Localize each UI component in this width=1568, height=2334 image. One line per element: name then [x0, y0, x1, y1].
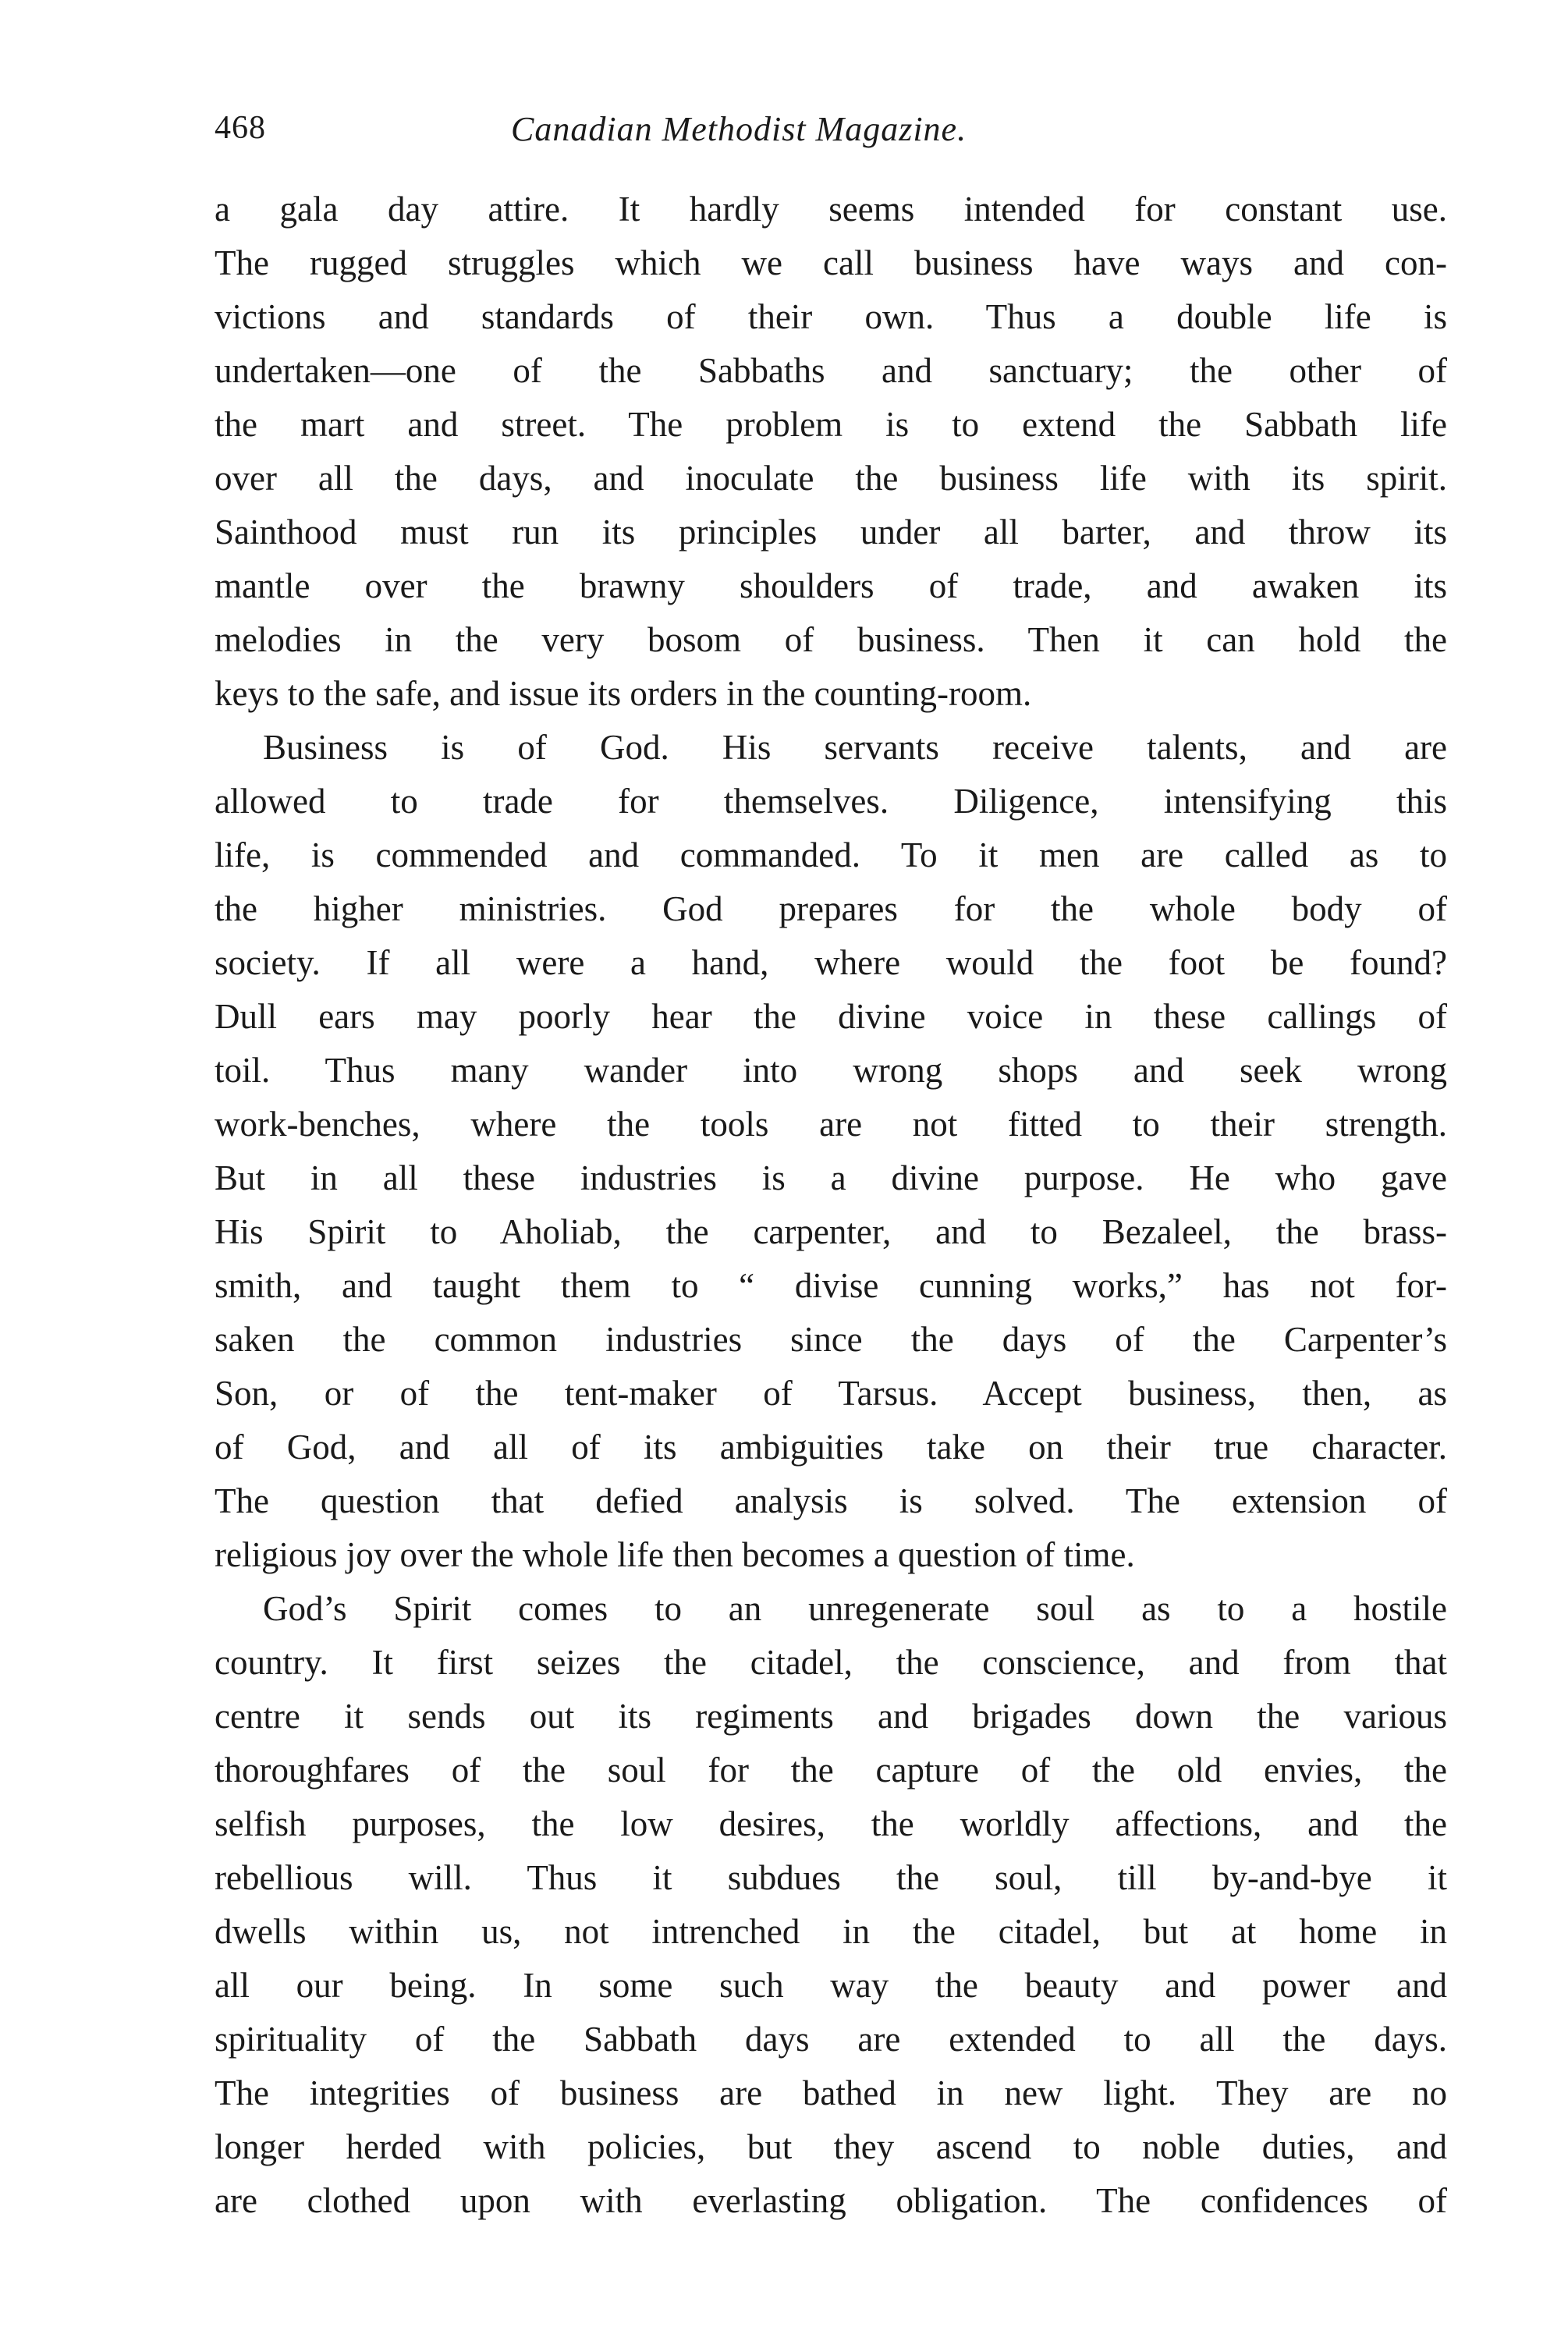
- text-line: the higher ministries. God prepares for the whole body of: [215, 889, 1447, 928]
- running-title: Canadian Methodist Magazine.: [511, 110, 967, 148]
- text-line: religious joy over the whole life then becomes a question of time.: [215, 1535, 1135, 1574]
- text-line: mantle over the brawny shoulders of trade, and awaken its: [215, 566, 1447, 605]
- text-line: Business is of God. His servants receive talents, and are: [263, 728, 1447, 767]
- text-line: Sainthood must run its principles under all barter, and throw its: [215, 513, 1447, 552]
- text-line: toil. Thus many wander into wrong shops and seek wrong: [215, 1051, 1447, 1090]
- text-line: selfish purposes, the low desires, the worldly affections, and the: [215, 1804, 1447, 1843]
- text-line: dwells within us, not intrenched in the citadel, but at home in: [215, 1912, 1447, 1951]
- text-line: victions and standards of their own. Thus a double life is: [215, 297, 1447, 336]
- text-line: are clothed upon with everlasting obligation. The confidences of: [215, 2181, 1447, 2220]
- text-line: of God, and all of its ambiguities take on their true character.: [215, 1428, 1447, 1467]
- paragraph: [215, 1582, 1447, 2228]
- text-line: keys to the safe, and issue its orders in the counting-room.: [215, 674, 1032, 713]
- text-line: The rugged struggles which we call business have ways and con-: [215, 243, 1447, 282]
- text-line: saken the common industries since the days of the Carpenter’s: [215, 1320, 1447, 1359]
- text-line: centre it sends out its regiments and brigades down the various: [215, 1697, 1447, 1736]
- text-line: the mart and street. The problem is to extend the Sabbath life: [215, 405, 1447, 444]
- text-line: country. It first seizes the citadel, the conscience, and from that: [215, 1643, 1447, 1682]
- text-line: life, is commended and commanded. To it men are called as to: [215, 835, 1447, 874]
- text-line: Dull ears may poorly hear the divine voice in these callings of: [215, 997, 1447, 1036]
- text-line: thoroughfares of the soul for the capture of the old envies, the: [215, 1750, 1447, 1790]
- text-line: longer herded with policies, but they ascend to noble duties, and: [215, 2127, 1447, 2166]
- text-line: rebellious will. Thus it subdues the soul, till by-and-bye it: [215, 1858, 1447, 1897]
- text-line: allowed to trade for themselves. Diligence, intensifying this: [215, 782, 1447, 821]
- text-line: over all the days, and inoculate the business life with its spirit.: [215, 459, 1447, 498]
- text-line: all our being. In some such way the beauty and power and: [215, 1966, 1447, 2005]
- text-line: undertaken—one of the Sabbaths and sanctuary; the other of: [215, 351, 1447, 390]
- text-line: God’s Spirit comes to an unregenerate soul as to a hostile: [263, 1589, 1447, 1628]
- text-line: melodies in the very bosom of business. Then it can hold the: [215, 620, 1447, 659]
- text-line: work-benches, where the tools are not fitted to their strength.: [215, 1105, 1447, 1144]
- text-line: His Spirit to Aholiab, the carpenter, and to Bezaleel, the brass-: [215, 1212, 1447, 1251]
- text-line: The integrities of business are bathed in new light. They are no: [215, 2073, 1447, 2112]
- text-line: smith, and taught them to “ divise cunning works,” has not for-: [215, 1266, 1447, 1305]
- page-number: 468: [215, 110, 266, 146]
- text-line: a gala day attire. It hardly seems intended for constant use.: [215, 190, 1447, 229]
- text-line: society. If all were a hand, where would the foot be found?: [215, 943, 1447, 982]
- text-line: The question that defied analysis is solved. The extension of: [215, 1481, 1447, 1520]
- text-line: But in all these industries is a divine purpose. He who gave: [215, 1158, 1447, 1197]
- paragraph: [215, 183, 1447, 721]
- running-head: [215, 109, 1447, 156]
- text-line: spirituality of the Sabbath days are extended to all the days.: [215, 2020, 1447, 2059]
- body-text: [215, 183, 1447, 2228]
- paragraph: [215, 721, 1447, 1582]
- text-line: Son, or of the tent-maker of Tarsus. Accept business, then, as: [215, 1374, 1447, 1413]
